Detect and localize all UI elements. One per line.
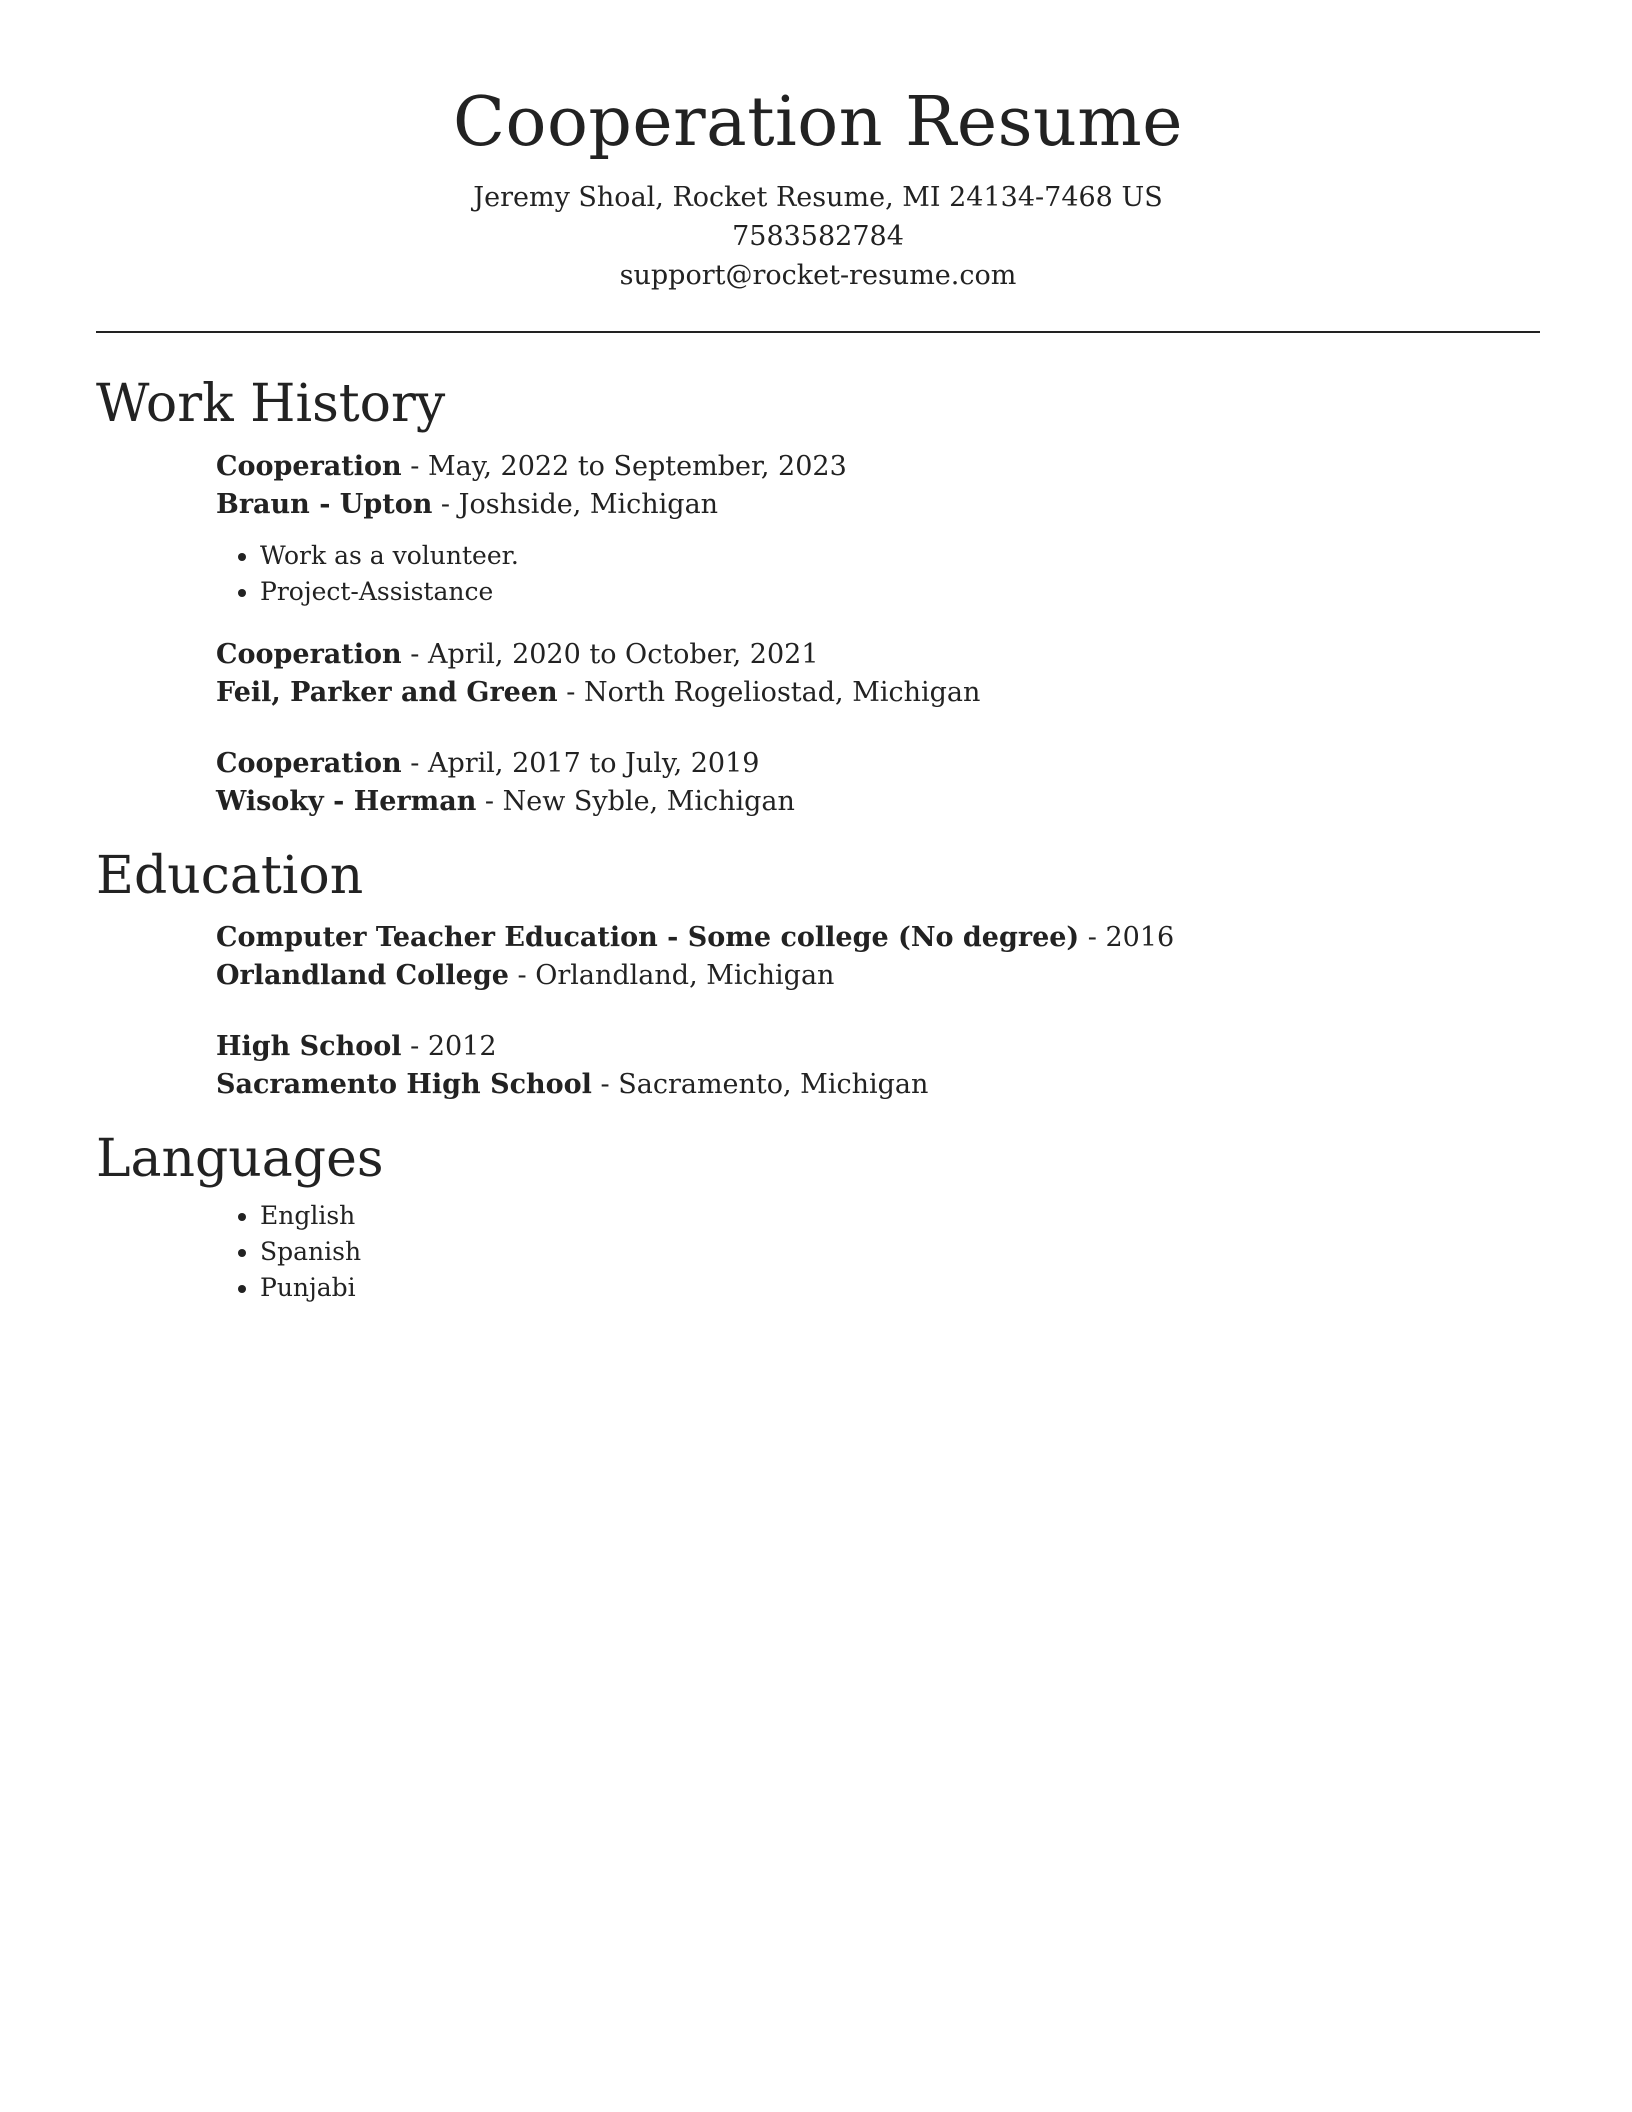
education-section [96,845,1540,1104]
contact-email: support@rocket-resume.com [619,260,1017,292]
languages-list [216,1198,1540,1306]
education-entry-1 [216,919,1540,995]
job-location: - North Rogeliostad, Michigan [557,676,981,708]
job-entry-1 [216,448,1540,610]
job-dates: - April, 2020 to October, 2021 [401,638,819,670]
job-dates: - May, 2022 to September, 2023 [401,450,847,482]
resume-title: Cooperation Resume [452,83,1183,162]
education-degree-line [216,919,1540,957]
education-school: Orlandland College [216,959,509,991]
job-company: Braun - Upton [216,488,433,520]
job-title: Cooperation [216,638,402,670]
education-school-line [216,957,1540,995]
contact-address: Jeremy Shoal, Rocket Resume, MI 24134-7468 US [473,182,1163,214]
contact-phone: 7583582784 [732,221,904,253]
education-location: - Orlandland, Michigan [508,959,835,991]
education-entry-2 [216,1028,1540,1104]
education-school: Sacramento High School [216,1068,592,1100]
languages-entry [216,1198,1540,1306]
job-location: - Joshside, Michigan [432,488,719,520]
job-company-line [216,783,1540,821]
job-company-line [216,486,1540,524]
job-dates: - April, 2017 to July, 2019 [401,747,760,779]
education-degree: High School [216,1030,402,1062]
job-title-line [216,636,1540,674]
resume-header [96,0,1540,295]
list-item: • Work as a volunteer. [260,538,1540,574]
job-company-line [216,674,1540,712]
list-item: • English [260,1198,1540,1234]
education-heading: Education [96,845,364,906]
job-entry-3 [216,745,1540,821]
list-item: • Project-Assistance [260,574,1540,610]
education-degree-line [216,1028,1540,1066]
job-title-line [216,745,1540,783]
work-history-heading: Work History [96,374,446,435]
job-title-line [216,448,1540,486]
header-divider [96,331,1540,333]
languages-section [96,1128,1540,1306]
job-title: Cooperation [216,747,402,779]
job-company: Wisoky - Herman [216,785,477,817]
work-history-section [96,373,1540,820]
resume-page [96,0,1540,1306]
list-item: • Spanish [260,1234,1540,1270]
job-company: Feil, Parker and Green [216,676,558,708]
education-year: - 2016 [1079,921,1175,953]
job-title: Cooperation [216,450,402,482]
list-item: • Punjabi [260,1270,1540,1306]
education-school-line [216,1066,1540,1104]
education-degree: Computer Teacher Education - Some college (No degree) [216,921,1080,953]
education-location: - Sacramento, Michigan [591,1068,929,1100]
job-bullets [216,538,1540,610]
education-year: - 2012 [401,1030,497,1062]
job-location: - New Syble, Michigan [476,785,795,817]
job-entry-2 [216,636,1540,712]
languages-heading: Languages [96,1128,384,1189]
